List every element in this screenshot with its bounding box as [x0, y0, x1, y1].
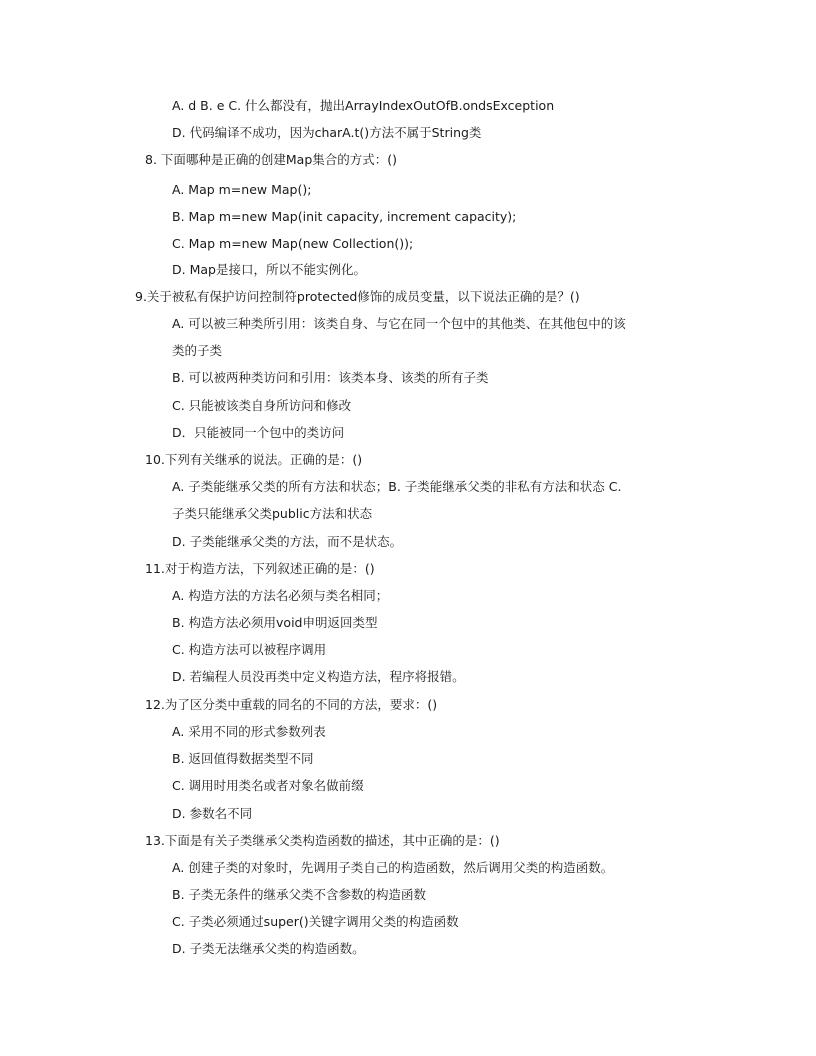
question-8: 8. 下面哪种是正确的创建Map集合的方式：(): [145, 152, 398, 167]
option-line: B. 返回值得数据类型不同: [172, 751, 314, 766]
question-11: 11.对于构造方法，下列叙述正确的是：(): [145, 561, 375, 576]
option-line: B. 构造方法必须用void申明返回类型: [172, 615, 378, 630]
option-line: A. 构造方法的方法名必须与类名相同；: [172, 588, 389, 603]
option-line: B. 可以被两种类访问和引用：该类本身、该类的所有子类: [172, 370, 489, 385]
option-line: D. Map是接口，所以不能实例化。: [172, 262, 366, 277]
option-line: A. 采用不同的形式参数列表: [172, 724, 326, 739]
option-line: C. 只能被该类自身所访问和修改: [172, 398, 352, 413]
option-line: C. Map m=new Map(new Collection());: [172, 236, 414, 251]
question-10: 10.下列有关继承的说法。正确的是：(): [145, 452, 363, 467]
option-line: A. 子类能继承父类的所有方法和状态；B. 子类能继承父类的非私有方法和状态 C.: [172, 479, 622, 494]
option-line: A. Map m=new Map();: [172, 182, 312, 197]
question-12: 12.为了区分类中重载的同名的不同的方法，要求：(): [145, 697, 438, 712]
option-line: A. 可以被三种类所引用：该类自身、与它在同一个包中的其他类、在其他包中的该: [172, 316, 626, 331]
question-9: 9.关于被私有保护访问控制符protected修饰的成员变量，以下说法正确的是？(): [135, 289, 580, 304]
option-line: B. 子类无条件的继承父类不含参数的构造函数: [172, 887, 427, 902]
option-line: D. 若编程人员没再类中定义构造方法，程序将报错。: [172, 669, 465, 684]
option-line: A. 创建子类的对象时，先调用子类自己的构造函数，然后调用父类的构造函数。: [172, 860, 614, 875]
option-line: D. 代码编译不成功，因为charA.t()方法不属于String类: [172, 125, 482, 140]
option-line: C. 子类必须通过super()关键字调用父类的构造函数: [172, 914, 459, 929]
option-line: D．只能被同一个包中的类访问: [172, 425, 345, 440]
option-line-continuation: 子类只能继承父类public方法和状态: [172, 506, 373, 521]
option-line: D. 子类无法继承父类的构造函数。: [172, 941, 365, 956]
option-line: A. d B. e C. 什么都没有，抛出ArrayIndexOutOfB.ondsException: [172, 98, 555, 113]
option-line: D. 子类能继承父类的方法，而不是状态。: [172, 534, 403, 549]
option-line-continuation: 类的子类: [172, 343, 223, 358]
option-line: B. Map m=new Map(init capacity, increment capacity);: [172, 209, 517, 224]
option-line: C. 调用时用类名或者对象名做前缀: [172, 778, 364, 793]
question-13: 13.下面是有关子类继承父类构造函数的描述，其中正确的是：(): [145, 833, 500, 848]
option-line: C. 构造方法可以被程序调用: [172, 642, 327, 657]
option-line: D. 参数名不同: [172, 806, 253, 821]
